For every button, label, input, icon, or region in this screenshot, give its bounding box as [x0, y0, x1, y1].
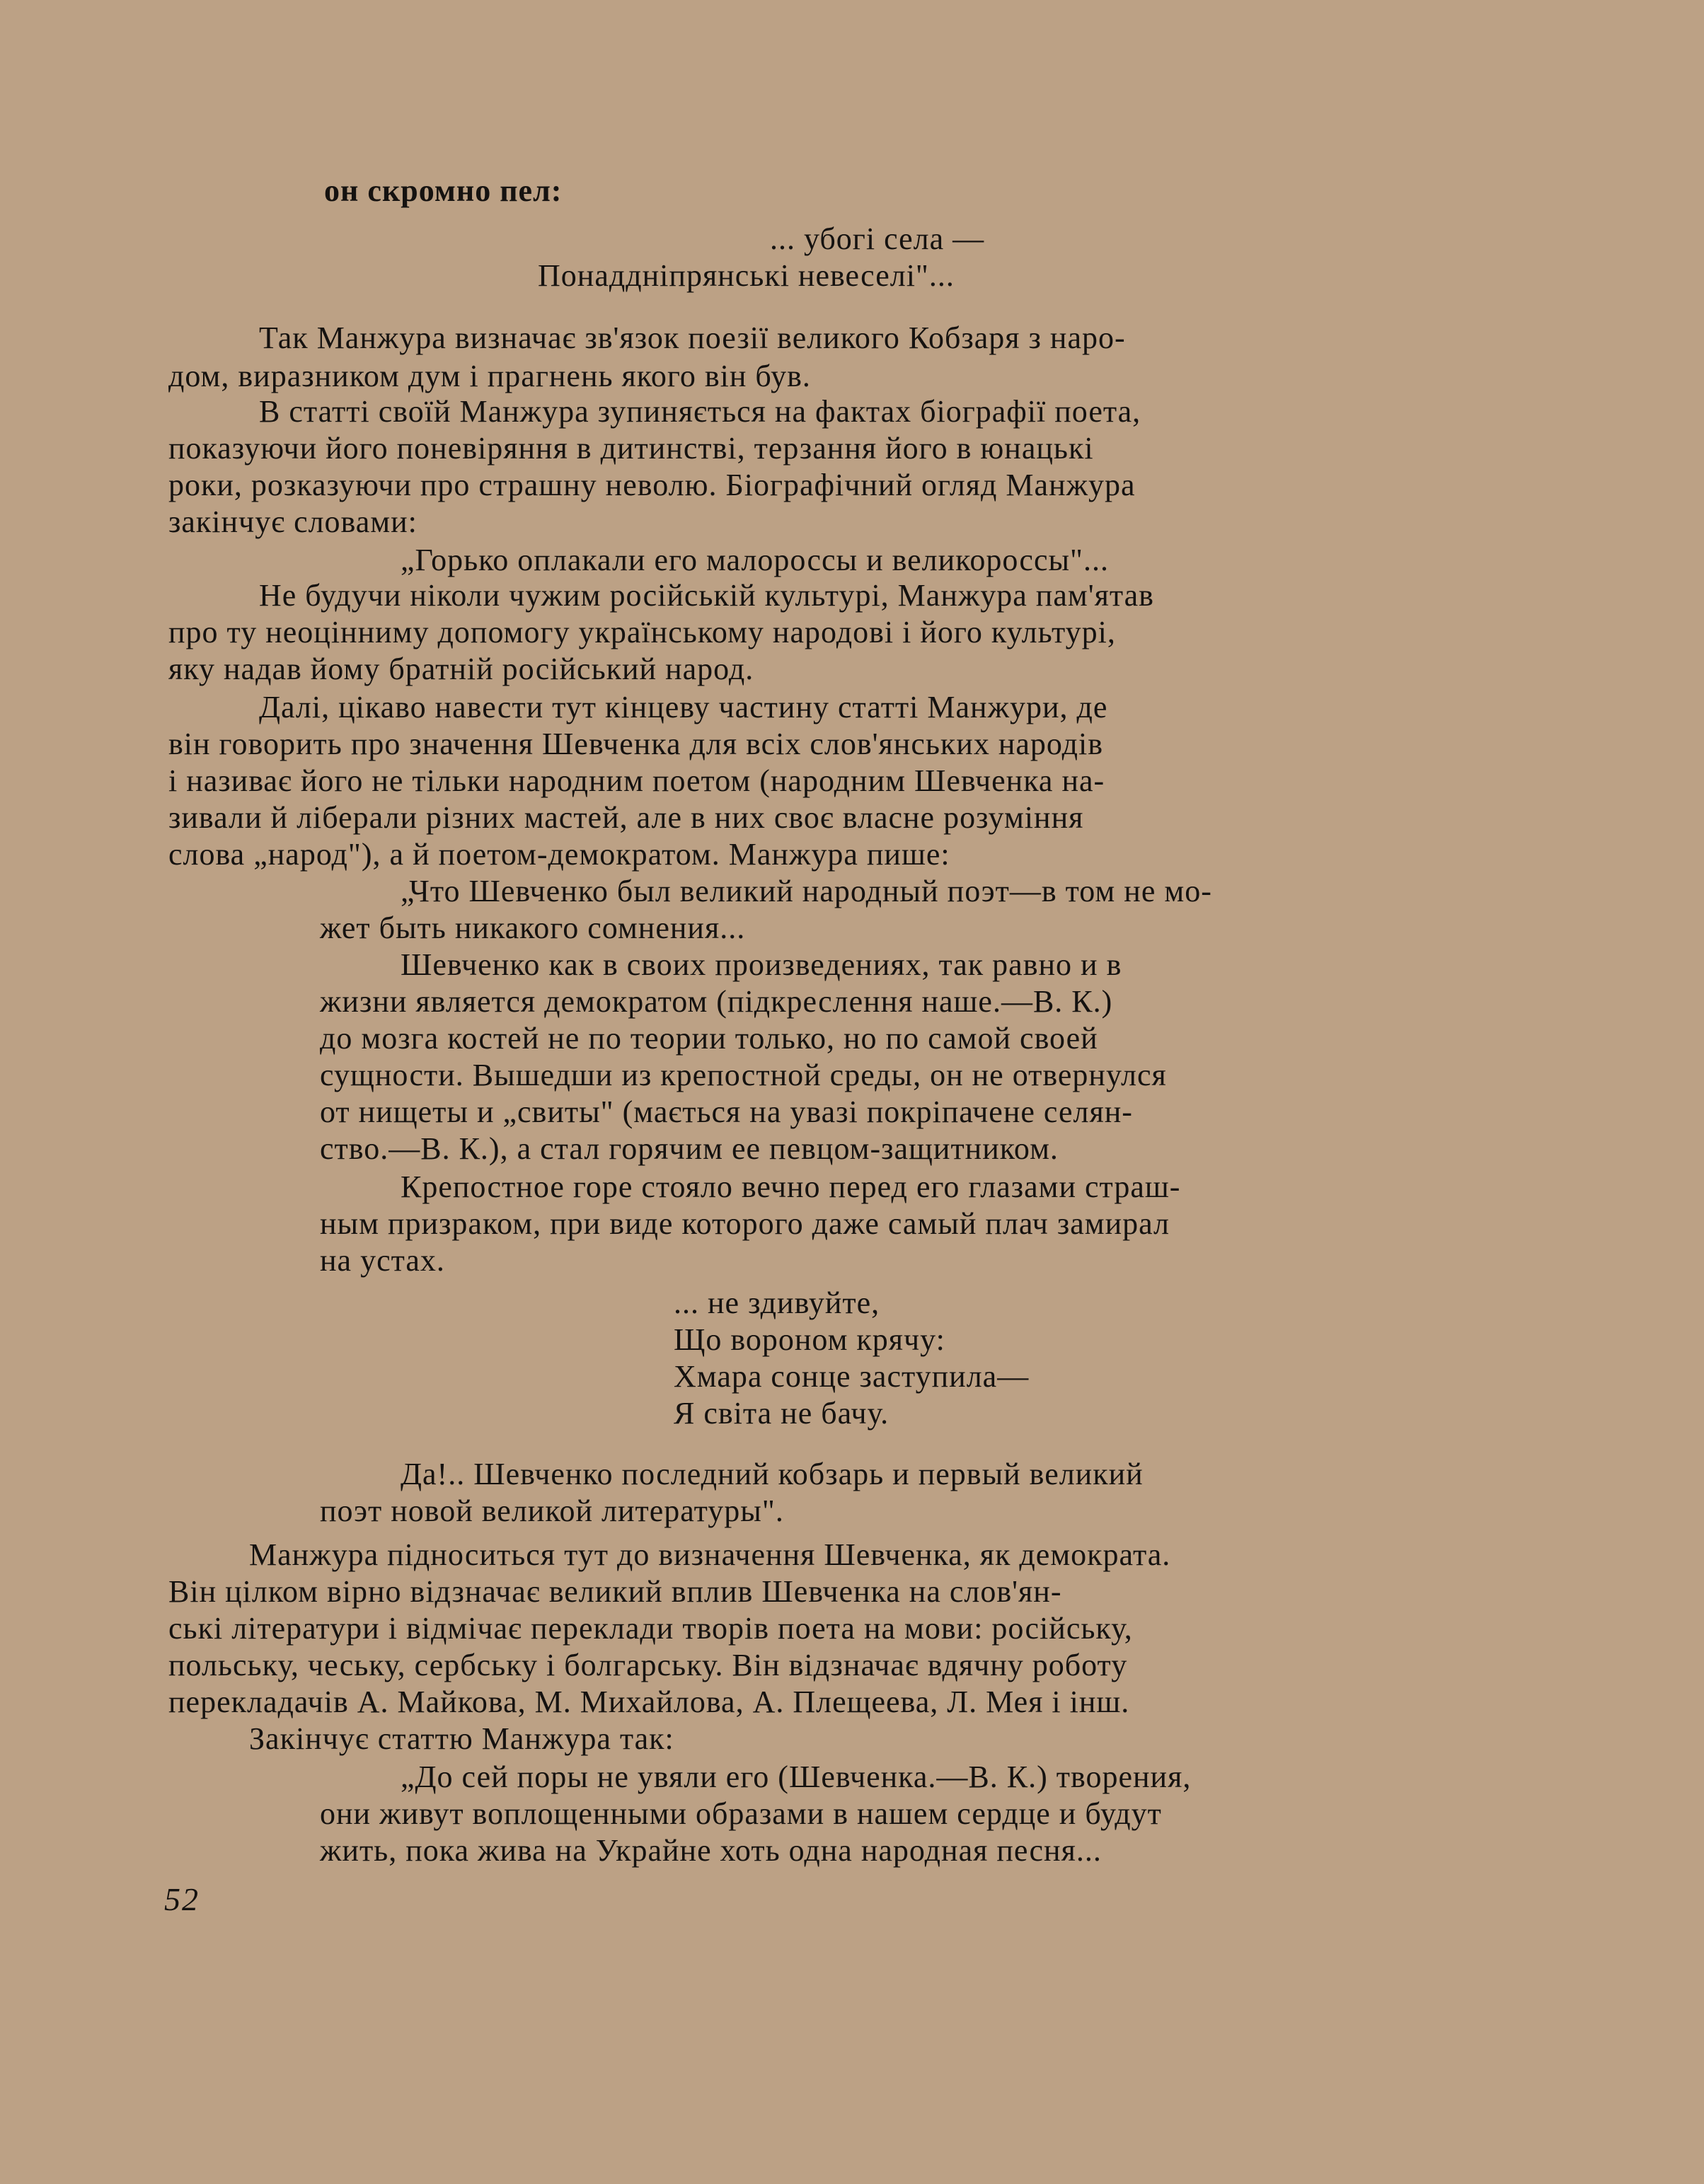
paragraph-line: Він цілком вірно відзначає великий вплив Шевченка на слов'ян-	[168, 1574, 1062, 1609]
quote-line: поэт новой великой литературы".	[320, 1493, 784, 1528]
paragraph-line: Закінчує статтю Манжура так:	[249, 1721, 674, 1756]
quote-line: до мозга костей не по теории только, но по самой своей	[320, 1021, 1098, 1056]
paragraph-line: польську, чеську, сербську і болгарську. Він відзначає вдячну роботу	[168, 1648, 1128, 1682]
quote-line: на устах.	[320, 1243, 445, 1278]
paragraph-line: він говорить про значення Шевченка для всіх слов'янських народів	[168, 727, 1104, 761]
intro-line: он скромно пел:	[324, 173, 563, 208]
quote-line: от нищеты и „свиты" (мається на увазі покріпачене селян-	[320, 1094, 1133, 1129]
quote-line: жить, пока жива на Украйне хоть одна народная песня...	[320, 1833, 1102, 1868]
paragraph-line: про ту неоцінниму допомогу українському народові і його культурі,	[168, 615, 1116, 649]
quote-line: жизни является демократом (підкреслення наше.—В. К.)	[320, 984, 1113, 1019]
quote-line: ным призраком, при виде которого даже самый плач замирал	[320, 1206, 1170, 1241]
verse-line: Що вороном крячу:	[674, 1322, 945, 1357]
verse-line: ... не здивуйте,	[674, 1285, 880, 1320]
paragraph-line: зивали й ліберали різних мастей, але в них своє власне розуміння	[168, 800, 1084, 835]
paragraph-line: Далі, цікаво навести тут кінцеву частину статті Манжури, де	[259, 690, 1108, 724]
epigraph-line: Понаддніпрянські невеселі"...	[538, 258, 955, 293]
paragraph-line: яку надав йому братній російський народ.	[168, 652, 754, 686]
paragraph-line: роки, розказуючи про страшну неволю. Біографічний огляд Манжура	[168, 468, 1136, 502]
quote-line: „Горько оплакали его малороссы и великороссы"...	[401, 543, 1110, 577]
quote-line: „До сей поры не увяли его (Шевченка.—В. К.) творения,	[401, 1760, 1192, 1794]
quote-line: они живут воплощенными образами в нашем сердце и будут	[320, 1796, 1162, 1831]
epigraph-line: ... убогі села —	[770, 221, 985, 256]
page-number: 52	[164, 1881, 200, 1917]
paragraph-line: Манжура підноситься тут до визначення Шевченка, як демократа.	[249, 1537, 1171, 1572]
paragraph-line: Так Манжура визначає зв'язок поезії великого Кобзаря з наро-	[259, 320, 1126, 355]
quote-line: Шевченко как в своих произведениях, так равно и в	[401, 947, 1122, 982]
paragraph-line: слова „народ"), а й поетом-демократом. Манжура пише:	[168, 837, 950, 872]
quote-line: сущности. Вышедши из крепостной среды, он не отвернулся	[320, 1058, 1167, 1092]
quote-line: Крепостное горе стояло вечно перед его глазами страш-	[401, 1169, 1181, 1204]
verse-line: Я світа не бачу.	[674, 1396, 890, 1431]
paragraph-line: дом, виразником дум і прагнень якого він був.	[168, 359, 811, 393]
paragraph-line: показуючи його поневіряння в дитинстві, терзання його в юнацькі	[168, 431, 1094, 466]
paragraph-line: Не будучи ніколи чужим російській культурі, Манжура пам'ятав	[259, 578, 1154, 613]
paragraph-line: закінчує словами:	[168, 504, 418, 539]
quote-line: жет быть никакого сомнения...	[320, 911, 746, 945]
paragraph-line: В статті своїй Манжура зупиняється на фактах біографії поета,	[259, 394, 1141, 429]
paragraph-line: і називає його не тільки народним поетом (народним Шевченка на-	[168, 763, 1105, 798]
paragraph-line: перекладачів А. Майкова, М. Михайлова, А. Плещеева, Л. Мея і інш.	[168, 1685, 1130, 1719]
quote-line: ство.—В. К.), а стал горячим ее певцом-защитником.	[320, 1131, 1059, 1166]
quote-line: „Что Шевченко был великий народный поэт—в том не мо-	[401, 874, 1212, 908]
verse-line: Хмара сонце заступила—	[674, 1359, 1030, 1394]
paragraph-line: ські літератури і відмічає переклади творів поета на мови: російську,	[168, 1611, 1133, 1646]
quote-line: Да!.. Шевченко последний кобзарь и первый великий	[401, 1457, 1144, 1491]
